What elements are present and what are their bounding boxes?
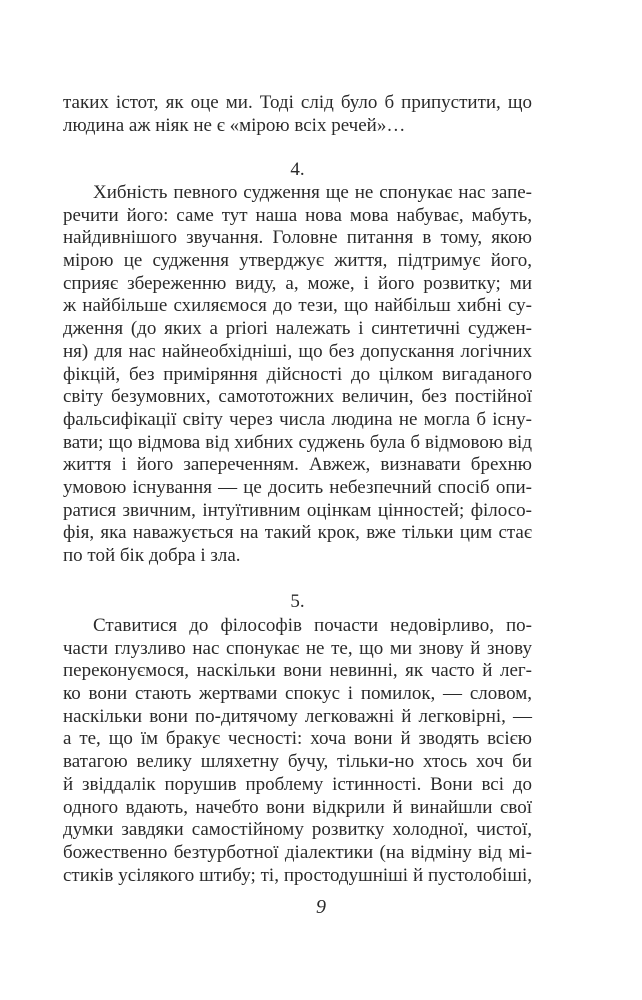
text-line: й звіддалік порушив проблему істинності. Вони всі до [63,773,532,795]
text-line: вати; що відмова від хибних суджень була б відмовою від [63,431,532,453]
text-line: світу безумовних, самототожних величин, без постійної [63,386,532,408]
text-line: життя і його запереченням. Авжеж, визнавати брехню [63,454,532,476]
text-line: ватагою велику шляхетну бучу, тільки-но хтось хоч би [63,751,532,773]
text-line: одного вдають, начебто вони відкрили й винайшли свої [63,796,532,818]
text-line: фія, яка наважується на такий крок, вже тільки цим стає [63,522,532,544]
text-line: речити його: саме тут наша нова мова набуває, мабуть, [63,204,532,226]
text-line: божественно безтурботної діалектики (на відміну від мі- [63,841,532,863]
text-line: найдивнішого звучання. Головне питання в тому, якою [63,227,532,249]
section-heading-5: 5. [290,591,305,612]
text-line: дження (до яких a priori належать і синтетичні суджен- [63,318,532,340]
page-number: 9 [316,896,326,918]
text-line: части глузливо нас спонукає не те, що ми знову й знову [63,637,532,659]
text-line: ко вони стають жертвами спокус і помилок, — словом, [63,683,532,705]
section-4-paragraph [63,182,532,568]
text-line: ж найбільше схиляємося до тези, що найбільш хибні су- [63,295,532,317]
text-line: Ставитися до філософів почасти недовірливо, по- [93,615,532,636]
text-line: стиків усілякого штибу; ті, простодушніші й пустолобіші, [63,864,532,886]
text-line: думки завдяки самостійному розвитку холодної, чистої, [63,819,532,841]
text-line: по той бік добра і зла. [63,545,241,566]
text-line: мірою це судження утверджує життя, підтримує його, [63,250,532,272]
text-line: наскільки вони по-дитячому легковажні й легковірні, — [63,705,532,727]
text-line: умовою існування — це досить небезпечний спосіб опи- [63,476,532,498]
text-line: фальсифікації світу через числа людина не могла б існу- [63,408,532,430]
text-line: людина аж ніяк не є «мірою всіх речей»… [63,114,406,136]
intro-paragraph [63,92,532,137]
text-line: ратися звичним, інтуїтивним оцінкам цінностей; філосо- [63,499,532,521]
text-line: ня) для нас найнеобхідніші, що без допускання логічних [63,340,532,362]
section-5-paragraph [63,615,532,887]
text-line: сприяє збереженню виду, а, може, і його розвитку; ми [63,272,532,294]
text-line: таких істот, як оце ми. Тоді слід було б припустити, що [63,92,532,113]
section-heading-4: 4. [290,159,305,180]
text-line: переконуємося, наскільки вони невинні, як часто й лег- [63,660,532,682]
text-line: а те, що їм бракує чесності: хоча вони й зводять всією [63,728,532,750]
text-line: Хибність певного судження ще не спонукає нас запе- [93,182,532,203]
text-line: фікцій, без приміряння дійсності до цілком вигаданого [63,363,532,385]
